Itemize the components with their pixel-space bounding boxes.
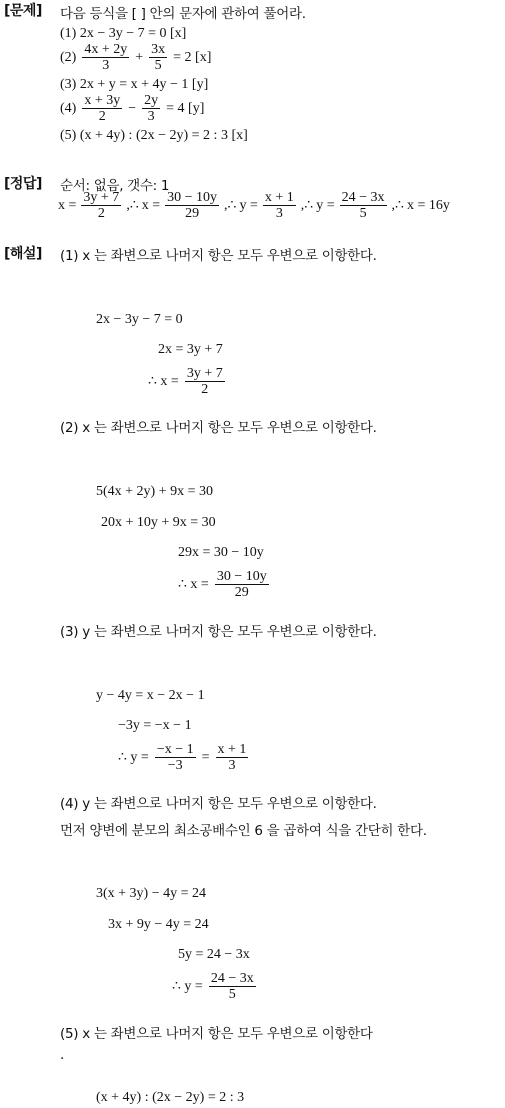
explain-5-text: (5) x 는 좌변으로 나머지 항은 모두 우변으로 이항한다 bbox=[60, 1026, 373, 1042]
fraction: $\frac{x + 1}{3}$ bbox=[217, 742, 247, 773]
explain-3-line2: −3y = −x − 1 bbox=[118, 718, 192, 733]
fraction: $\frac{x + 3y}{2}$ bbox=[84, 93, 121, 124]
explain-4-text: (4) y 는 좌변으로 나머지 항은 모두 우변으로 이항한다. bbox=[60, 796, 377, 812]
item-label: (3) bbox=[60, 77, 77, 92]
explain-3-line1: y − 4y = x − 2x − 1 bbox=[96, 688, 205, 703]
fraction: $\frac{3y + 7}{2}$ bbox=[83, 190, 120, 221]
explain-2-line3: 29x = 30 − 10y bbox=[178, 545, 264, 560]
problem-item-3 bbox=[60, 77, 208, 93]
explain-4-line3: 5y = 24 − 3x bbox=[178, 947, 250, 962]
explain-3-line3: ∴ y = $\frac{-x - 1}{-3}$ = $\frac{x + 1}{3}$ bbox=[118, 742, 247, 773]
item-label: (2) bbox=[60, 49, 77, 65]
item-expr: (x + 4y) : (2x − 2y) = 2 : 3 [x] bbox=[79, 128, 248, 143]
explain-4-text2: 먼저 양변에 분모의 최소공배수인 6 을 곱하여 식을 간단히 한다. bbox=[60, 823, 427, 839]
explain-3-text: (3) y 는 좌변으로 나머지 항은 모두 우변으로 이항한다. bbox=[60, 624, 377, 640]
explain-2-line2: 20x + 10y + 9x = 30 bbox=[101, 515, 216, 530]
problem-header: [문제] bbox=[4, 3, 42, 19]
explain-2-line1: 5(4x + 2y) + 9x = 30 bbox=[96, 484, 214, 499]
fraction: $\frac{3x}{5}$ bbox=[151, 42, 166, 73]
fraction: $\frac{24 - 3x}{5}$ bbox=[341, 190, 385, 221]
problem-item-4: (4) $\frac{x + 3y}{2}$ − $\frac{2y}{3}$ = 4 [y] bbox=[60, 93, 205, 124]
explain-2-line4: ∴ x = $\frac{30 - 10y}{29}$ bbox=[178, 569, 267, 600]
explain-1-text: (1) x 는 좌변으로 나머지 항은 모두 우변으로 이항한다. bbox=[60, 248, 377, 264]
explain-2-text: (2) x 는 좌변으로 나머지 항은 모두 우변으로 이항한다. bbox=[60, 420, 377, 436]
fraction: $\frac{24 - 3x}{5}$ bbox=[210, 971, 254, 1002]
problem-item-2: (2) $\frac{4x + 2y}{3}$ + $\frac{3x}{5}$ = 2 [x] bbox=[60, 42, 212, 73]
problem-item-5 bbox=[60, 128, 248, 144]
fraction: $\frac{30 - 10y}{29}$ bbox=[216, 569, 267, 600]
explain-4-line2: 3x + 9y − 4y = 24 bbox=[108, 917, 209, 932]
item-expr: 2x − 3y − 7 = 0 [x] bbox=[79, 26, 187, 41]
answer-line: x = $\frac{3y + 7}{2}$ ,∴ x = $\frac{30 - 10y}{29}$ ,∴ y = $\frac{x + 1}{3}$ ,∴ y = $\frac{24 - 3x}{5}$ ,∴ x = 16y bbox=[58, 190, 450, 221]
item-label: (1) bbox=[60, 26, 77, 41]
item-expr: 2x + y = x + 4y − 1 [y] bbox=[79, 77, 209, 92]
explain-1-line1: 2x − 3y − 7 = 0 bbox=[96, 312, 183, 327]
item-label: (5) bbox=[60, 128, 77, 143]
explain-5-line1: (x + 4y) : (2x − 2y) = 2 : 3 bbox=[96, 1090, 245, 1105]
problem-item-1 bbox=[60, 26, 186, 42]
explain-4-line4: ∴ y = $\frac{24 - 3x}{5}$ bbox=[172, 971, 254, 1002]
explain-1-line2: 2x = 3y + 7 bbox=[158, 342, 223, 357]
explain-header: [해설] bbox=[4, 246, 42, 262]
explain-4-line1: 3(x + 3y) − 4y = 24 bbox=[96, 886, 207, 901]
fraction: $\frac{x + 1}{3}$ bbox=[264, 190, 294, 221]
problem-intro: 다음 등식을 [ ] 안의 문자에 관하여 풀어라. bbox=[60, 6, 306, 22]
explain-5-dot: . bbox=[60, 1047, 64, 1063]
fraction: $\frac{-x - 1}{-3}$ bbox=[156, 742, 194, 773]
fraction: $\frac{2y}{3}$ bbox=[144, 93, 159, 124]
explain-1-line3: ∴ x = $\frac{3y + 7}{2}$ bbox=[148, 366, 223, 397]
answer-header: [정답] bbox=[4, 176, 42, 192]
fraction: $\frac{4x + 2y}{3}$ bbox=[84, 42, 128, 73]
fraction: $\frac{3y + 7}{2}$ bbox=[186, 366, 223, 397]
answer-meta: 순서: 없음, 갯수: 1 bbox=[60, 178, 170, 194]
fraction: $\frac{30 - 10y}{29}$ bbox=[167, 190, 218, 221]
item-label: (4) bbox=[60, 100, 77, 116]
